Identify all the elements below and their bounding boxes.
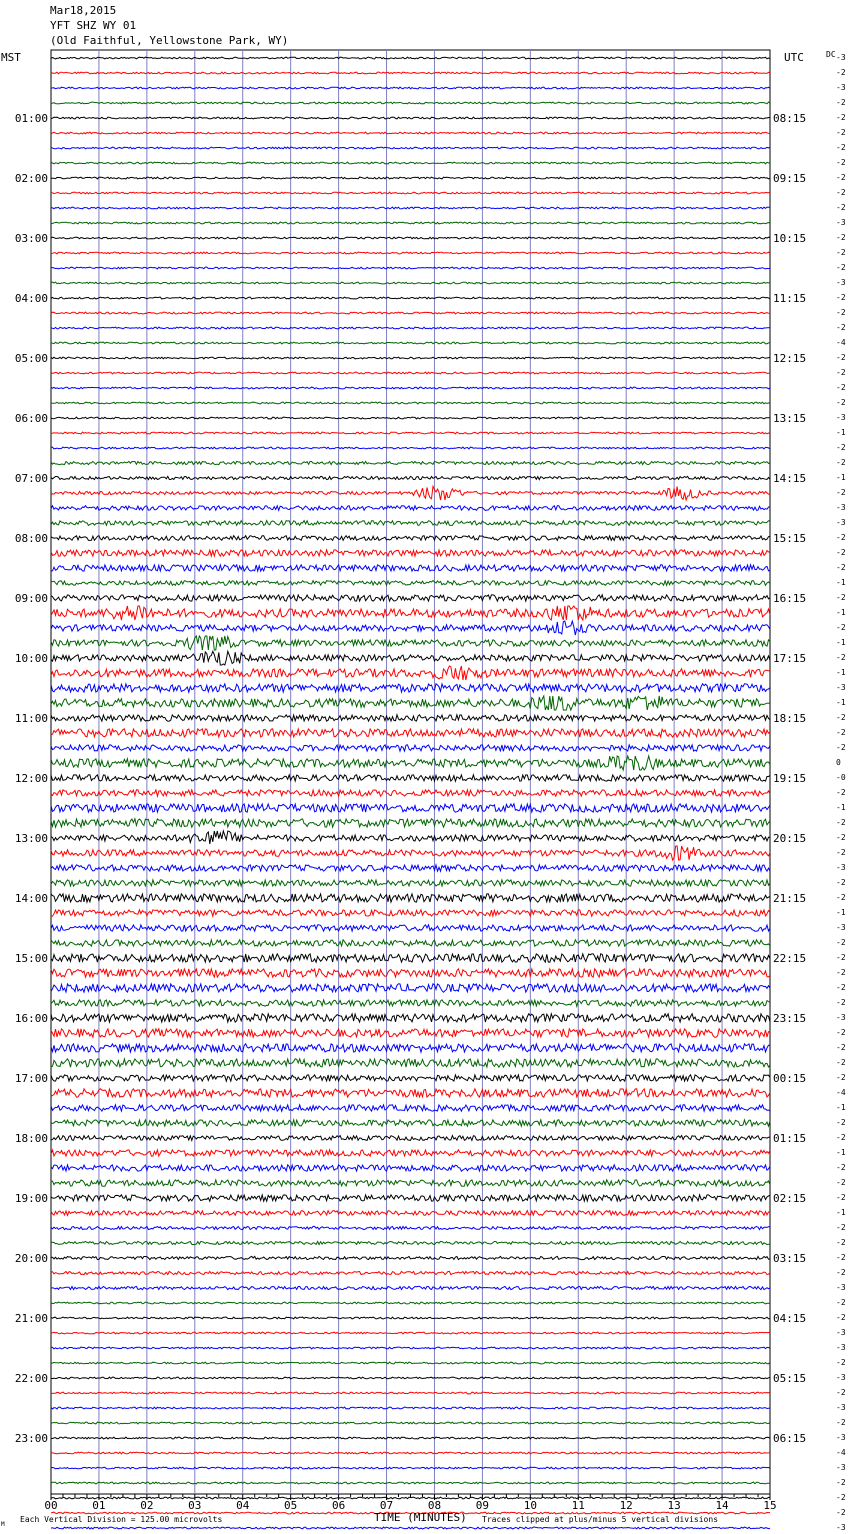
seismic-trace xyxy=(51,1059,770,1067)
mst-hour-label: 10:00 xyxy=(14,652,48,665)
mst-hour-label: 06:00 xyxy=(14,412,48,425)
x-tick-label: 14 xyxy=(715,1499,729,1512)
mst-hour-label: 19:00 xyxy=(14,1192,48,1205)
mst-hour-label: 15:00 xyxy=(14,952,48,965)
dc-offset-label: -3 xyxy=(836,1013,846,1022)
x-tick-label: 15 xyxy=(763,1499,777,1512)
dc-offset-label: -2 xyxy=(836,1388,846,1397)
utc-hour-label: 03:15 xyxy=(773,1252,807,1265)
mst-hour-label: 02:00 xyxy=(14,172,48,185)
seismic-trace xyxy=(51,1105,770,1111)
seismic-trace xyxy=(51,476,770,479)
x-tick-label: 07 xyxy=(379,1499,394,1512)
station-code: YFT SHZ WY 01 xyxy=(50,19,137,32)
dc-offset-label: -3 xyxy=(836,863,846,872)
seismic-trace xyxy=(51,581,770,586)
seismic-trace xyxy=(51,1347,770,1349)
x-tick-label: 12 xyxy=(619,1499,633,1512)
seismic-trace xyxy=(51,387,770,389)
seismic-trace xyxy=(51,1317,770,1319)
utc-hour-label: 18:15 xyxy=(773,712,807,725)
mst-hour-label: 12:00 xyxy=(14,772,48,785)
dc-offset-label: -1 xyxy=(836,1208,846,1217)
seismic-trace xyxy=(51,925,770,931)
mst-hour-label: 13:00 xyxy=(14,832,48,845)
utc-hour-label: 09:15 xyxy=(773,172,807,185)
dc-offset-label: -3 xyxy=(836,83,846,92)
mst-hour-label: 03:00 xyxy=(14,232,48,245)
x-tick-label: 04 xyxy=(236,1499,250,1512)
x-tick-label: 06 xyxy=(331,1499,346,1512)
dc-offset-label: -3 xyxy=(836,1283,846,1292)
corner-mark: M xyxy=(1,1521,5,1528)
dc-offset-label: -2 xyxy=(836,443,846,452)
utc-hour-label: 10:15 xyxy=(773,232,807,245)
seismic-trace xyxy=(51,565,770,571)
dc-offset-label: -2 xyxy=(836,383,846,392)
dc-offset-label: -2 xyxy=(836,743,846,752)
dc-offset-label: -2 xyxy=(836,938,846,947)
dc-offset-label: -2 xyxy=(836,623,846,632)
dc-offset-label: -3 xyxy=(836,1463,846,1472)
dc-offset-label: -2 xyxy=(836,533,846,542)
seismic-trace xyxy=(51,506,770,511)
utc-hour-label: 06:15 xyxy=(773,1432,807,1445)
x-tick-label: 01 xyxy=(92,1499,106,1512)
seismic-trace xyxy=(51,1286,770,1289)
utc-hour-label: 20:15 xyxy=(773,832,807,845)
seismic-trace xyxy=(51,790,770,796)
dc-offset-label: -2 xyxy=(836,248,846,257)
x-tick-label: 10 xyxy=(523,1499,537,1512)
dc-offset-label: -1 xyxy=(836,1148,846,1157)
seismic-trace xyxy=(51,1422,770,1424)
utc-hour-label: 05:15 xyxy=(773,1372,807,1385)
dc-offset-label: -2 xyxy=(836,1118,846,1127)
dc-offset-label: -2 xyxy=(836,1238,846,1247)
utc-hour-label: 13:15 xyxy=(773,412,807,425)
seismic-trace xyxy=(51,447,770,449)
seismic-trace xyxy=(51,606,770,620)
dc-offset-label: -2 xyxy=(836,158,846,167)
dc-offset-label: -1 xyxy=(836,668,846,677)
x-tick-label: 08 xyxy=(427,1499,442,1512)
seismic-trace xyxy=(51,417,770,419)
dc-offset-label: -2 xyxy=(836,983,846,992)
dc-offset-label: -3 xyxy=(836,1343,846,1352)
seismic-trace xyxy=(51,831,770,844)
left-axis-label: MST xyxy=(1,51,21,64)
seismic-trace xyxy=(51,1362,770,1364)
seismic-trace xyxy=(51,297,770,299)
utc-hour-label: 21:15 xyxy=(773,892,807,905)
x-tick-label: 03 xyxy=(188,1499,202,1512)
seismic-trace xyxy=(51,1332,770,1334)
utc-hour-label: 11:15 xyxy=(773,292,807,305)
dc-offset-label: -2 xyxy=(836,173,846,182)
x-tick-label: 02 xyxy=(140,1499,154,1512)
utc-hour-label: 22:15 xyxy=(773,952,807,965)
scale-note: Each Vertical Division = 125.00 microvolts xyxy=(20,1515,223,1524)
seismic-trace xyxy=(51,207,770,209)
dc-offset-label: -2 xyxy=(836,1418,846,1427)
mst-hour-label: 11:00 xyxy=(14,712,48,725)
dc-offset-label: -2 xyxy=(836,1508,846,1517)
mst-hour-label: 07:00 xyxy=(14,472,48,485)
seismic-trace xyxy=(51,1195,770,1201)
dc-offset-label: -2 xyxy=(836,293,846,302)
seismic-trace xyxy=(51,1377,770,1379)
mst-hour-label: 09:00 xyxy=(14,592,48,605)
dc-offset-label: -2 xyxy=(836,203,846,212)
dc-offset-label: -2 xyxy=(836,1298,846,1307)
dc-offset-label: -1 xyxy=(836,473,846,482)
seismic-trace xyxy=(51,550,770,556)
mst-hour-label: 16:00 xyxy=(14,1012,48,1025)
dc-offset-label: -2 xyxy=(836,1163,846,1172)
seismic-trace xyxy=(51,1527,770,1529)
dc-offset-label: -2 xyxy=(836,818,846,827)
seismic-trace xyxy=(51,745,770,751)
dc-offset-label: -1 xyxy=(836,638,846,647)
dc-offset-label: -1 xyxy=(836,608,846,617)
clip-note: Traces clipped at plus/minus 5 vertical divisions xyxy=(482,1515,719,1524)
dc-offset-label: -1 xyxy=(836,1103,846,1112)
seismic-trace xyxy=(51,775,770,781)
seismic-trace xyxy=(51,87,770,89)
seismic-trace xyxy=(51,1482,770,1484)
mst-hour-label: 21:00 xyxy=(14,1312,48,1325)
seismic-trace xyxy=(51,969,770,977)
dc-offset-label: -3 xyxy=(836,278,846,287)
seismic-trace xyxy=(51,865,770,871)
x-axis-title: TIME (MINUTES) xyxy=(374,1511,467,1524)
seismic-trace xyxy=(51,1256,770,1259)
mst-hour-label: 22:00 xyxy=(14,1372,48,1385)
seismic-trace xyxy=(51,237,770,239)
dc-offset-label: -2 xyxy=(836,1028,846,1037)
seismic-trace xyxy=(51,1302,770,1304)
dc-offset-label: -1 xyxy=(836,698,846,707)
seismic-trace xyxy=(51,267,770,269)
seismic-trace xyxy=(51,72,770,74)
dc-offset-label: -4 xyxy=(836,1088,846,1097)
dc-offset-label: -2 xyxy=(836,323,846,332)
seismic-trace xyxy=(51,312,770,314)
utc-hour-label: 19:15 xyxy=(773,772,807,785)
seismic-trace xyxy=(51,940,770,946)
seismic-trace xyxy=(51,1241,770,1244)
seismic-trace xyxy=(51,1075,770,1081)
mst-hour-label: 18:00 xyxy=(14,1132,48,1145)
dc-offset-label: -2 xyxy=(836,488,846,497)
dc-offset-label: -2 xyxy=(836,1478,846,1487)
mst-hour-label: 04:00 xyxy=(14,292,48,305)
x-tick-label: 05 xyxy=(284,1499,298,1512)
seismic-trace xyxy=(51,177,770,179)
mst-hour-label: 08:00 xyxy=(14,532,48,545)
dc-offset-label: -2 xyxy=(836,953,846,962)
seismic-trace xyxy=(51,1467,770,1469)
dc-offset-label: -2 xyxy=(836,143,846,152)
dc-offset-label: -1 xyxy=(836,428,846,437)
dc-offset-label: -2 xyxy=(836,1223,846,1232)
seismic-trace xyxy=(51,729,770,737)
dc-offset-label: -3 xyxy=(836,53,846,62)
station-location: (Old Faithful, Yellowstone Park, WY) xyxy=(50,34,289,47)
dc-offset-label: -2 xyxy=(836,398,846,407)
mst-hour-label: 14:00 xyxy=(14,892,48,905)
seismic-trace xyxy=(51,1271,770,1274)
seismic-trace xyxy=(51,147,770,149)
dc-offset-label: -3 xyxy=(836,218,846,227)
utc-hour-label: 15:15 xyxy=(773,532,807,545)
dc-offset-label: -3 xyxy=(836,518,846,527)
utc-hour-label: 12:15 xyxy=(773,352,807,365)
seismic-trace xyxy=(51,1014,770,1022)
x-tick-label: 00 xyxy=(44,1499,58,1512)
seismic-trace xyxy=(51,804,770,812)
dc-offset-label: -3 xyxy=(836,413,846,422)
seismic-trace xyxy=(51,636,770,650)
dc-offset-label: -2 xyxy=(836,368,846,377)
dc-offset-label: -2 xyxy=(836,1193,846,1202)
dc-offset-label: -2 xyxy=(836,1313,846,1322)
seismic-trace xyxy=(51,521,770,526)
dc-offset-label: -0 xyxy=(836,773,846,782)
seismic-trace xyxy=(51,984,770,992)
seismic-trace xyxy=(51,327,770,329)
seismic-trace xyxy=(51,162,770,164)
seismic-trace xyxy=(51,910,770,916)
seismic-trace xyxy=(51,1452,770,1454)
x-tick-label: 09 xyxy=(475,1499,490,1512)
utc-hour-label: 00:15 xyxy=(773,1072,807,1085)
seismic-trace xyxy=(51,222,770,224)
dc-offset-label: -2 xyxy=(836,98,846,107)
dc-offset-label: -2 xyxy=(836,263,846,272)
utc-hour-label: 01:15 xyxy=(773,1132,807,1145)
dc-offset-label: -2 xyxy=(836,728,846,737)
dc-offset-label: -2 xyxy=(836,1043,846,1052)
dc-offset-label: -2 xyxy=(836,128,846,137)
dc-offset-label: -2 xyxy=(836,998,846,1007)
right-axis-label: UTC xyxy=(784,51,804,64)
dc-offset-label: -2 xyxy=(836,233,846,242)
dc-offset-label: -2 xyxy=(836,878,846,887)
seismic-trace xyxy=(51,1000,770,1006)
seismic-trace xyxy=(51,1180,770,1186)
seismic-trace xyxy=(51,666,770,680)
seismic-trace xyxy=(51,954,770,962)
utc-hour-label: 17:15 xyxy=(773,652,807,665)
seismic-trace xyxy=(51,402,770,404)
seismic-trace xyxy=(51,1392,770,1394)
dc-offset-label: -1 xyxy=(836,908,846,917)
seismic-trace xyxy=(51,684,770,692)
dc-offset-label: -2 xyxy=(836,893,846,902)
dc-offset-label: -2 xyxy=(836,1268,846,1277)
seismic-trace xyxy=(51,880,770,886)
seismic-trace xyxy=(51,252,770,254)
dc-offset-label: -1 xyxy=(836,803,846,812)
seismic-trace xyxy=(51,1029,770,1037)
seismic-trace xyxy=(51,57,770,59)
seismic-trace xyxy=(51,1211,770,1216)
dc-offset-label: -3 xyxy=(836,1433,846,1442)
dc-offset-label: -2 xyxy=(836,548,846,557)
seismic-trace xyxy=(51,1136,770,1141)
dc-offset-label: -2 xyxy=(836,1493,846,1502)
dc-offset-label: -3 xyxy=(836,683,846,692)
dc-offset-label: -3 xyxy=(836,923,846,932)
dc-offset-label: -3 xyxy=(836,1373,846,1382)
utc-hour-label: 14:15 xyxy=(773,472,807,485)
mst-hour-label: 17:00 xyxy=(14,1072,48,1085)
dc-offset-label: -3 xyxy=(836,503,846,512)
dc-offset-label: -2 xyxy=(836,458,846,467)
dc-offset-label: -2 xyxy=(836,788,846,797)
dc-offset-label: -2 xyxy=(836,353,846,362)
seismic-trace xyxy=(51,1044,770,1052)
dc-offset-label: -2 xyxy=(836,1358,846,1367)
plot-date: Mar18,2015 xyxy=(50,4,117,17)
seismic-trace xyxy=(51,1497,770,1499)
dc-offset-label: -3 xyxy=(836,1328,846,1337)
dc-offset-label: -3 xyxy=(836,1523,846,1532)
seismic-trace xyxy=(51,894,770,902)
dc-offset-label: -2 xyxy=(836,713,846,722)
seismic-trace xyxy=(51,132,770,134)
dc-offset-label: -2 xyxy=(836,563,846,572)
seismic-trace xyxy=(51,357,770,359)
seismic-trace xyxy=(51,1226,770,1229)
seismic-trace xyxy=(51,1407,770,1409)
dc-offset-label: -2 xyxy=(836,113,846,122)
seismic-trace xyxy=(51,1165,770,1171)
seismic-trace xyxy=(51,819,770,827)
x-tick-label: 13 xyxy=(667,1499,681,1512)
dc-offset-label: -2 xyxy=(836,1253,846,1262)
mst-hour-label: 01:00 xyxy=(14,112,48,125)
dc-header-label: DC xyxy=(826,50,836,59)
seismic-trace xyxy=(51,846,770,860)
seismic-trace xyxy=(51,536,770,541)
dc-offset-label: -2 xyxy=(836,968,846,977)
mst-hour-label: 23:00 xyxy=(14,1432,48,1445)
seismic-trace xyxy=(51,372,770,374)
seismic-trace xyxy=(51,1120,770,1126)
utc-hour-label: 02:15 xyxy=(773,1192,807,1205)
dc-offset-label: -2 xyxy=(836,1058,846,1067)
utc-hour-label: 08:15 xyxy=(773,112,807,125)
dc-offset-label: -2 xyxy=(836,1178,846,1187)
utc-hour-label: 23:15 xyxy=(773,1012,807,1025)
seismic-trace xyxy=(51,342,770,344)
dc-offset-label: -4 xyxy=(836,1448,846,1457)
seismic-trace xyxy=(51,696,770,710)
seismic-trace xyxy=(51,651,770,665)
dc-offset-label: -4 xyxy=(836,338,846,347)
seismic-trace xyxy=(51,595,770,601)
utc-hour-label: 04:15 xyxy=(773,1312,807,1325)
dc-offset-label: -2 xyxy=(836,593,846,602)
seismic-trace xyxy=(51,282,770,284)
dc-offset-label: -2 xyxy=(836,68,846,77)
x-tick-label: 11 xyxy=(571,1499,585,1512)
mst-hour-label: 20:00 xyxy=(14,1252,48,1265)
dc-offset-label: -2 xyxy=(836,188,846,197)
seismic-trace xyxy=(51,461,770,464)
seismic-trace xyxy=(51,756,770,770)
dc-offset-label: -2 xyxy=(836,653,846,662)
dc-offset-label: -2 xyxy=(836,1133,846,1142)
dc-offset-label: -2 xyxy=(836,833,846,842)
dc-offset-label: -1 xyxy=(836,578,846,587)
seismic-trace xyxy=(51,486,770,500)
dc-offset-label: -2 xyxy=(836,308,846,317)
seismic-trace xyxy=(51,621,770,635)
dc-offset-label: -2 xyxy=(836,848,846,857)
dc-offset-label: -3 xyxy=(836,1403,846,1412)
seismic-trace xyxy=(51,1437,770,1439)
seismic-trace xyxy=(51,117,770,119)
seismic-trace xyxy=(51,192,770,194)
seismic-trace xyxy=(51,102,770,104)
seismic-trace xyxy=(51,1089,770,1097)
utc-hour-label: 16:15 xyxy=(773,592,807,605)
seismic-trace xyxy=(51,432,770,434)
seismic-trace xyxy=(51,1150,770,1156)
dc-offset-label: -2 xyxy=(836,1073,846,1082)
seismic-trace xyxy=(51,715,770,721)
mst-hour-label: 05:00 xyxy=(14,352,48,365)
dc-offset-label: 0 xyxy=(836,758,841,767)
